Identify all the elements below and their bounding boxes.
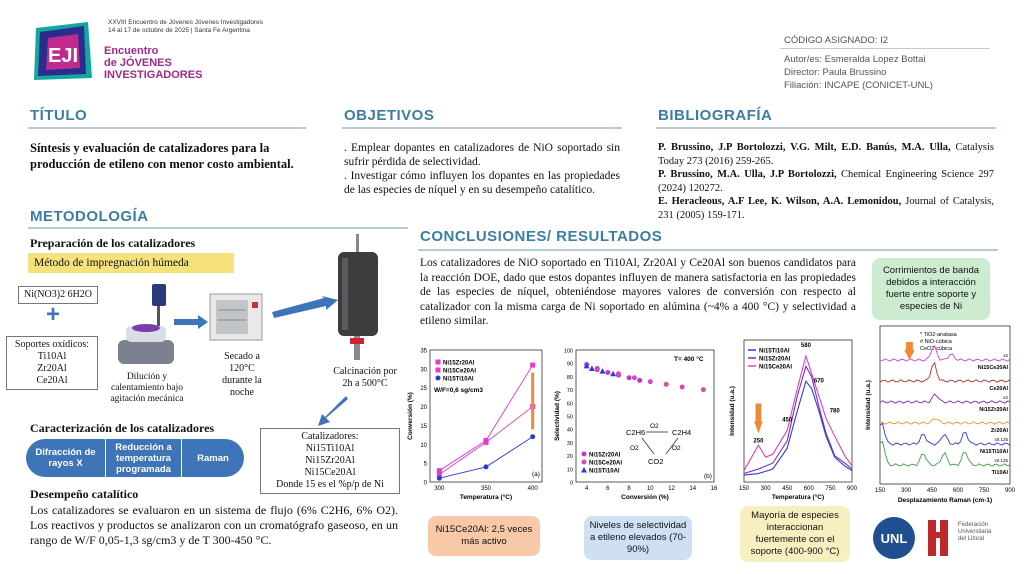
- x-tick-label: 12: [668, 486, 675, 492]
- data-point: [648, 379, 653, 384]
- conclusion-text: Los catalizadores de NiO soportado en Ti10Al, Zr20Al y Ce20Al son buenos candidatos para la reacción DOE, dado que estos dopantes influyen de manera satisfactoria en las propiedades de las especies de níquel, obteniéndose mayores valores de conversión con respecto al catalizador con la misma carga de Ni soportado en alúmina (~4% a 400 °C) y selectividad a etileno similar.: [420, 257, 856, 327]
- callout-active: Ni15Ce20Al: 2,5 veces más activo: [428, 516, 540, 556]
- data-point: [627, 375, 632, 380]
- unl-logo-icon: [872, 516, 916, 560]
- event-name-2: de JÓVENES: [104, 57, 172, 69]
- y-tick-label: 5: [423, 461, 427, 468]
- data-point: [664, 382, 669, 387]
- series-scale: x0.125: [994, 437, 1008, 442]
- data-point: [484, 438, 489, 443]
- legend-label: Ni15Zr20Al: [443, 360, 475, 367]
- y-tick-label: 40: [566, 427, 573, 434]
- stirrer-plate-icon: [116, 282, 176, 370]
- plus-icon: +: [46, 301, 61, 328]
- legend-marker: [582, 460, 587, 465]
- reference-2: P. Brussino, M.A. Ulla, J.P Bortolozzi, Chemical Engineering Science 297 (2024) 120272.: [658, 169, 994, 194]
- objetivos-heading: OBJETIVOS: [344, 107, 435, 124]
- series-line: [880, 423, 1010, 445]
- x-tick-label: 600: [952, 488, 964, 494]
- x-tick-label: 300: [760, 486, 771, 492]
- arrow-up-right-icon: [272, 296, 338, 318]
- catalyst-3: Ni15Ce20Al: [304, 467, 356, 478]
- affiliation: Filiación: INCAPE (CONICET-UNL): [784, 80, 933, 91]
- x-tick-label: 450: [782, 486, 793, 492]
- reaction-oxidant-3: O2: [672, 445, 681, 452]
- dilution-step: Dilución y calentamiento bajo agitación mecánica: [110, 372, 184, 404]
- panel-label: (a): [532, 471, 540, 478]
- x-axis-label: Temperatura (°C): [459, 494, 513, 501]
- x-tick-label: 300: [900, 488, 912, 494]
- x-tick-label: 900: [1004, 488, 1016, 494]
- series-scale: x0.125: [994, 458, 1008, 463]
- legend-marker: [436, 360, 441, 365]
- y-tick-label: 100: [563, 348, 573, 355]
- poster-title: Síntesis y evaluación de catalizadores para la producción de etileno con menor costo ambiental.: [30, 141, 294, 171]
- y-tick-label: 30: [566, 440, 573, 447]
- x-tick-label: 14: [689, 486, 697, 492]
- x-axis-label: Conversión (%): [621, 494, 669, 501]
- y-tick-label: 0: [569, 480, 573, 487]
- panel-label: (b): [704, 473, 712, 480]
- legend-marker: [436, 376, 441, 381]
- legend-marker: [581, 467, 587, 473]
- reference-3: E. Heracleous, A.F Lee, K. Wilson, A.A. Lemonidou, Journal of Catalysis, 231 (2005) 159-171.: [658, 196, 994, 221]
- event-logo: [30, 20, 96, 84]
- objective-1: . Emplear dopantes en catalizadores de NiO soportado sin sufrir pérdida de selectividad.: [344, 142, 620, 168]
- y-tick-label: 20: [566, 454, 573, 461]
- data-point: [600, 368, 606, 374]
- support-2: Zr20Al: [37, 363, 67, 374]
- data-point: [610, 371, 616, 377]
- data-point: [701, 387, 706, 392]
- series-line: [880, 419, 1010, 424]
- tpr-chart: [726, 336, 858, 502]
- x-tick-label: 6: [606, 486, 610, 492]
- data-point: [605, 370, 610, 375]
- y-tick-label: 30: [420, 367, 427, 374]
- y-tick-label: 35: [420, 348, 427, 355]
- event-name-3: INVESTIGADORES: [104, 69, 203, 81]
- director: Director: Paula Brussino: [784, 67, 887, 78]
- legend-label: * TiO2-anatasa: [920, 332, 957, 338]
- catalysts-title: Catalizadores:: [301, 431, 359, 442]
- perf-title: Desempeño catalítico: [30, 487, 139, 501]
- x-tick-label: 10: [646, 486, 654, 492]
- x-tick-label: 450: [926, 488, 938, 494]
- technique-xrd: Difracción de rayos X: [26, 439, 106, 477]
- orange-arrow: [904, 342, 914, 360]
- y-tick-label: 90: [566, 361, 573, 368]
- objective-2: . Investigar cómo influyen los dopantes en las propiedades de las especies de níquel y en su desempeño catalítico.: [344, 170, 620, 196]
- drying-step: Secado a 120°C durante la noche: [222, 351, 262, 398]
- perf-text: Los catalizadores se evaluaron en un sistema de flujo (6% C2H6, 6% O2). Los reactivos y productos se analizaron con un cromatógrafo gaseoso, en un rango de W/F 0,05-1,3 sg/cm3 y de T 300-450 °C.: [30, 503, 398, 547]
- data-point: [637, 378, 642, 383]
- y-tick-label: 80: [566, 374, 573, 381]
- fuL-caption: Federación Universitaria del Litoral: [958, 522, 992, 542]
- data-point: [484, 464, 489, 469]
- annotation: T= 400 °C: [674, 356, 704, 363]
- catalyst-1: Ni15Ti10Al: [305, 443, 355, 454]
- series-label: Ni15Ti10Al: [979, 449, 1008, 455]
- event-name-1: Encuentro: [104, 45, 159, 57]
- series-label: Ni15Zr20Al: [979, 407, 1008, 413]
- legend-label: Ni15Zr20Al: [759, 356, 791, 363]
- y-tick-label: 25: [420, 386, 427, 393]
- legend-marker: [436, 368, 441, 373]
- fuL-logo-icon: [926, 516, 956, 560]
- selectivity-chart: [552, 342, 722, 502]
- furnace-icon: [332, 234, 384, 364]
- legend-marker: [582, 452, 587, 457]
- series-label: Ni15Ce20Al: [977, 365, 1008, 371]
- data-point: [437, 468, 442, 473]
- legend-label: Ni15Ti10Al: [443, 376, 474, 383]
- series-label: Zr20Al: [990, 428, 1008, 434]
- x-tick-label: 900: [846, 486, 858, 492]
- x-tick-label: 300: [434, 486, 445, 492]
- authors: Autor/es: Esmeralda Lopez Bottai: [784, 54, 926, 65]
- peak-label: 250: [753, 438, 764, 445]
- series-line: [880, 394, 1010, 403]
- technique-tpr: Reducción a temperatura programada: [106, 439, 182, 477]
- legend-label: Ni15Ce20Al: [443, 368, 477, 375]
- reference-1: P. Brussino, J.P Bortolozzi, V.G. Milt, E.D. Banús, M.A. Ulla, Catalysis Today 273 (2016) 259-265.: [658, 142, 994, 167]
- arrow-right-icon: [174, 315, 208, 329]
- series-label: Ti10Al: [991, 470, 1008, 476]
- data-point: [530, 363, 535, 368]
- data-point: [616, 371, 621, 376]
- char-title: Caracterización de los catalizadores: [30, 421, 215, 435]
- prep-title: Preparación de los catalizadores: [30, 236, 196, 250]
- orange-arrow: [754, 404, 763, 434]
- x-tick-label: 4: [584, 486, 589, 492]
- x-tick-label: 750: [978, 488, 990, 494]
- peak-label: 580: [800, 342, 811, 349]
- peak-label: 780: [829, 408, 840, 415]
- x-tick-label: 8: [627, 486, 631, 492]
- x-tick-label: 750: [825, 486, 836, 492]
- technique-raman: Raman: [182, 439, 244, 477]
- y-tick-label: 60: [566, 401, 573, 408]
- y-tick-label: 10: [420, 442, 427, 449]
- series-scale: x2: [1003, 353, 1008, 358]
- bibliografia-heading: BIBLIOGRAFÍA: [658, 107, 773, 124]
- y-tick-label: 70: [566, 388, 573, 395]
- x-tick-label: 150: [738, 486, 750, 492]
- x-tick-label: 400: [527, 486, 538, 492]
- method-label: Método de impregnación húmeda: [28, 253, 234, 273]
- x-axis-label: Desplazamiento Raman (cm-1): [897, 497, 993, 504]
- event-line1: XXVIII Encuentro de Jóvenes Jóvenes Investigadores: [108, 19, 264, 26]
- conclusiones-heading: CONCLUSIONES/ RESULTADOS: [420, 228, 663, 245]
- arrow-down-left-icon: [318, 396, 348, 426]
- conversion-chart: [404, 342, 550, 502]
- x-tick-label: 600: [803, 486, 814, 492]
- event-line2: 14 al 17 de octubre de 2025 | Santa Fe Argentina: [108, 27, 250, 34]
- y-tick-label: 15: [420, 423, 427, 430]
- peak-label: 670: [813, 378, 824, 385]
- y-tick-label: 20: [420, 405, 427, 412]
- data-point: [589, 365, 595, 371]
- y-axis-label: Intensidad (u.a.): [729, 386, 736, 436]
- data-point: [437, 476, 442, 481]
- x-tick-label: 350: [480, 486, 492, 492]
- series-label: Ce20Al: [989, 386, 1008, 392]
- series-scale: x2: [1003, 395, 1008, 400]
- y-tick-label: 0: [423, 480, 427, 487]
- x-tick-label: 150: [874, 488, 886, 494]
- legend-label: Ni15Ti10Al: [759, 348, 790, 355]
- legend-label: CeO2-cúbica: [920, 346, 953, 352]
- precursor-box: Ni(NO3)2 6H2O: [18, 286, 98, 304]
- data-point: [595, 367, 600, 372]
- annotation: W/F=0,6 sg/cm3: [434, 387, 483, 394]
- reaction-byproduct: CO2: [648, 457, 664, 466]
- legend-label: Ni15Zr20Al: [589, 452, 621, 459]
- reaction-oxidant: O2: [650, 423, 659, 430]
- support-3: Ce20Al: [36, 375, 68, 386]
- reaction-product: C2H4: [672, 428, 692, 437]
- catalysts-note: Donde 15 es el %p/p de Ni: [276, 479, 384, 490]
- y-axis-label: Selectividad (%): [554, 391, 561, 441]
- catalyst-2: Ni15Zr20Al: [305, 455, 355, 466]
- reaction-oxidant-2: O2: [630, 445, 639, 452]
- logo-text: EJI: [47, 45, 79, 67]
- peak-label: 450: [782, 417, 793, 424]
- oven-icon: [208, 292, 264, 344]
- callout-tpr: Mayoría de especies interaccionan fuertemente con el soporte (400-900 °C): [740, 506, 850, 562]
- support-1: Ti10Al: [37, 351, 67, 362]
- calcination-step: Calcinación por 2h a 500°C: [333, 366, 397, 389]
- x-tick-label: 16: [710, 486, 718, 492]
- assigned-code: CÓDIGO ASIGNADO: I2: [784, 35, 888, 46]
- legend-label: Ni15Ce20Al: [759, 364, 793, 371]
- legend-label: Ni15Ce20Al: [589, 460, 623, 467]
- raman-chart: [862, 322, 1014, 512]
- eji-logo-icon: [30, 20, 96, 84]
- y-axis-label: Intensidad (u.a.): [865, 380, 872, 430]
- data-point: [680, 384, 685, 389]
- data-point: [530, 434, 535, 439]
- metodologia-heading: METODOLOGÍA: [30, 208, 149, 225]
- svg-text:UNL: UNL: [880, 531, 908, 546]
- data-point: [632, 375, 637, 380]
- legend-label: # NiO-cúbica: [920, 339, 952, 345]
- callout-selectivity: Niveles de selectividad a etileno elevados (70-90%): [584, 516, 692, 560]
- y-tick-label: 50: [566, 414, 573, 421]
- callout-raman: Corrimientos de banda debidos a interacción fuerte entre soporte y especies de Ni: [872, 258, 990, 320]
- reaction-arrow: [642, 438, 654, 454]
- titulo-heading: TÍTULO: [30, 107, 88, 124]
- legend-label: Ni15Ti10Al: [589, 468, 620, 475]
- technique-bar: [26, 439, 244, 477]
- supports-title: Soportes oxídicos:: [14, 339, 90, 350]
- y-axis-label: Conversión (%): [407, 392, 414, 440]
- x-axis-label: Temperatura (°C): [771, 494, 825, 501]
- y-tick-label: 10: [566, 467, 573, 474]
- reaction-reactant: C2H6: [626, 428, 646, 437]
